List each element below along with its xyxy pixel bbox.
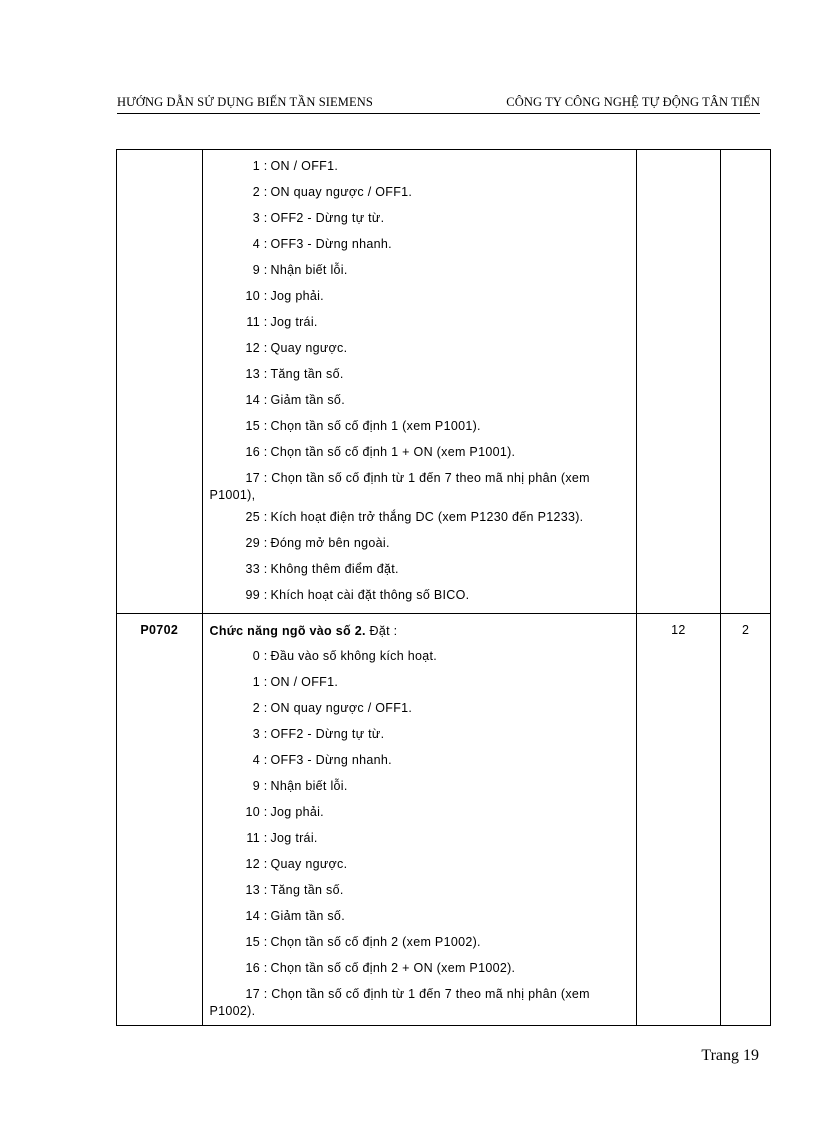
list-item: [210, 981, 630, 1020]
option-number: 10 :: [245, 289, 268, 303]
parameter-table: [116, 149, 771, 1026]
option-number: 0 :: [252, 649, 268, 663]
list-item: [210, 179, 630, 205]
list-item: [210, 335, 630, 361]
param-title-bold: Chức năng ngõ vào số 2.: [209, 624, 366, 638]
option-number: 29 :: [245, 536, 268, 550]
param-description-cell: [202, 614, 636, 1026]
access-level-cell: 2: [721, 614, 771, 1026]
list-item: [210, 231, 630, 257]
option-text: ON quay ngược / OFF1.: [270, 701, 413, 715]
option-number: 14 :: [245, 909, 268, 923]
option-number: 15 :: [245, 419, 268, 433]
page-header: [117, 95, 760, 114]
option-number: 11 :: [246, 315, 268, 329]
option-text: OFF3 - Dừng nhanh.: [270, 237, 392, 251]
param-description-cell: [202, 150, 636, 614]
param-title: [210, 617, 630, 643]
option-number: 17 :: [245, 471, 268, 485]
option-text: ON quay ngược / OFF1.: [270, 185, 413, 199]
list-item: [210, 903, 630, 929]
option-text: Tăng tần số.: [270, 883, 344, 897]
option-text: Chọn tần số cố định từ 1 đến 7 theo mã nhị phân (xem P1001),: [209, 471, 590, 502]
access-level-cell: [721, 150, 771, 614]
option-text: Đầu vào số không kích hoạt.: [270, 649, 438, 663]
option-number: 13 :: [245, 883, 268, 897]
option-text: Nhận biết lỗi.: [270, 779, 348, 793]
list-item: [210, 309, 630, 335]
option-text: Jog phải.: [270, 805, 324, 819]
list-item: [210, 582, 630, 608]
list-item: [210, 361, 630, 387]
list-item: [210, 929, 630, 955]
option-number: 16 :: [245, 445, 268, 459]
list-item: [210, 825, 630, 851]
list-item: [210, 205, 630, 231]
option-number: 10 :: [245, 805, 268, 819]
option-text: Giảm tần số.: [270, 393, 345, 407]
option-text: Kích hoạt điện trở thắng DC (xem P1230 đến P1233).: [270, 510, 584, 524]
list-item: [210, 669, 630, 695]
param-code-cell: [117, 150, 203, 614]
option-number: 14 :: [245, 393, 268, 407]
option-number: 12 :: [245, 857, 268, 871]
list-item: [210, 643, 630, 669]
option-text: Quay ngược.: [270, 341, 348, 355]
option-text: Đóng mở bên ngoài.: [270, 536, 390, 550]
option-number: 15 :: [245, 935, 268, 949]
table-row: [117, 150, 771, 614]
option-number: 1 :: [252, 159, 268, 173]
list-item: [210, 153, 630, 179]
option-number: 3 :: [252, 211, 268, 225]
option-text: ON / OFF1.: [270, 159, 339, 173]
list-item: [210, 439, 630, 465]
list-item: [210, 556, 630, 582]
option-number: 13 :: [245, 367, 268, 381]
option-number: 33 :: [245, 562, 268, 576]
list-item: [210, 877, 630, 903]
option-text: Chọn tần số cố định từ 1 đến 7 theo mã nhị phân (xem P1002).: [209, 987, 590, 1018]
option-number: 4 :: [252, 237, 268, 251]
table-row: [117, 614, 771, 1026]
option-text: OFF3 - Dừng nhanh.: [270, 753, 392, 767]
option-text: Chọn tần số cố định 2 (xem P1002).: [270, 935, 481, 949]
list-item: [210, 799, 630, 825]
option-number: 2 :: [252, 701, 268, 715]
list-item: [210, 773, 630, 799]
list-item: [210, 851, 630, 877]
option-number: 25 :: [245, 510, 268, 524]
option-text: Nhận biết lỗi.: [270, 263, 348, 277]
option-number: 17 :: [245, 987, 268, 1001]
option-number: 11 :: [246, 831, 268, 845]
list-item: [210, 387, 630, 413]
list-item: [210, 465, 630, 504]
list-item: [210, 955, 630, 981]
option-text: Jog trái.: [270, 831, 318, 845]
list-item: [210, 695, 630, 721]
param-code-cell: P0702: [117, 614, 203, 1026]
list-item: [210, 721, 630, 747]
option-text: Giảm tần số.: [270, 909, 345, 923]
page-number: Trang 19: [701, 1047, 759, 1064]
option-text: OFF2 - Dừng tự từ.: [270, 727, 385, 741]
default-value-cell: [636, 150, 721, 614]
list-item: [210, 530, 630, 556]
option-text: ON / OFF1.: [270, 675, 339, 689]
option-number: 4 :: [252, 753, 268, 767]
list-item: [210, 747, 630, 773]
option-text: Tăng tần số.: [270, 367, 344, 381]
header-title-right: CÔNG TY CÔNG NGHỆ TỰ ĐỘNG TÂN TIẾN: [506, 95, 760, 109]
header-title-left: HƯỚNG DẪN SỬ DỤNG BIẾN TẦN SIEMENS: [117, 95, 373, 109]
default-value-cell: 12: [636, 614, 721, 1026]
option-number: 3 :: [252, 727, 268, 741]
option-number: 12 :: [245, 341, 268, 355]
option-text: Quay ngược.: [270, 857, 348, 871]
option-text: Khích hoạt cài đặt thông số BICO.: [270, 588, 470, 602]
option-number: 1 :: [252, 675, 268, 689]
option-number: 16 :: [245, 961, 268, 975]
option-text: Jog phải.: [270, 289, 324, 303]
list-item: [210, 283, 630, 309]
list-item: [210, 257, 630, 283]
option-text: Không thêm điểm đặt.: [270, 562, 399, 576]
option-text: OFF2 - Dừng tự từ.: [270, 211, 385, 225]
option-list: [210, 504, 630, 608]
option-number: 99 :: [245, 588, 268, 602]
option-text: Jog trái.: [270, 315, 318, 329]
option-text: Chọn tần số cố định 2 + ON (xem P1002).: [270, 961, 516, 975]
option-text: Chọn tần số cố định 1 + ON (xem P1001).: [270, 445, 516, 459]
option-number: 9 :: [252, 263, 268, 277]
option-text: Chọn tần số cố định 1 (xem P1001).: [270, 419, 481, 433]
option-list: [210, 153, 630, 465]
option-number: 2 :: [252, 185, 268, 199]
option-number: 9 :: [252, 779, 268, 793]
option-list: [210, 643, 630, 981]
list-item: [210, 504, 630, 530]
list-item: [210, 413, 630, 439]
param-title-rest: Đặt :: [365, 624, 398, 638]
